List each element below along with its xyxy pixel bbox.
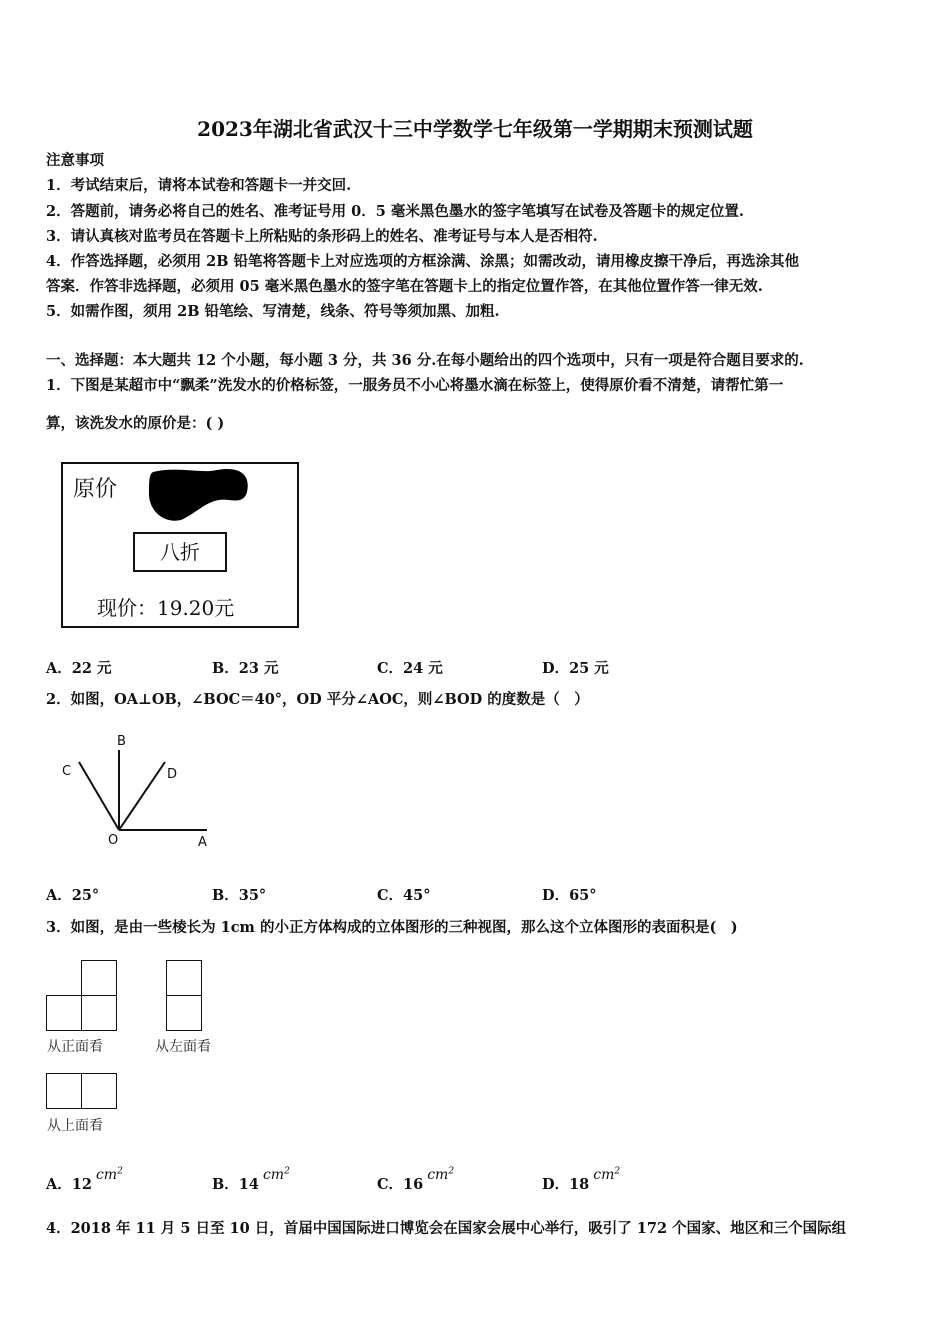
q1-option-c: C．24 元 — [377, 660, 443, 677]
q1-option-b: B．23 元 — [212, 660, 279, 677]
notice-item-3: 3．请认真核对监考员在答题卡上所粘贴的条形码上的姓名、准考证号与本人是否相符. — [46, 228, 598, 245]
q3-option-b: B．$14cm^2$ — [212, 1166, 290, 1193]
q2-option-b: B．35° — [212, 887, 267, 904]
top-view-cell — [46, 1073, 82, 1109]
q2-option-d: D．65° — [542, 887, 597, 904]
q3-option-a: A．$12cm^2$ — [46, 1166, 123, 1193]
label-c: C — [62, 764, 72, 779]
front-view-cell — [81, 995, 117, 1031]
q2-option-c: C．45° — [377, 887, 431, 904]
notice-item-4-cont: 答案．作答非选择题，必须用 05 毫米黑色墨水的签字笔在答题卡上的指定位置作答，在其他位置作答一律无效. — [46, 278, 763, 295]
tag-current-price: 现价：19.20元 — [97, 596, 235, 620]
question-1-line-1: 1．下图是某超市中“飘柔”洗发水的价格标签，一服务员不小心将墨水滴在标签上，使得原价看不清楚，请帮忙第一 — [46, 377, 784, 394]
q2-option-a: A．25° — [46, 887, 100, 904]
question-2: 2．如图，OA⊥OB，∠BOC＝40°，OD 平分∠AOC，则∠BOD 的度数是（ ） — [46, 691, 589, 708]
ink-blot-image — [147, 466, 257, 526]
front-view-cell — [46, 995, 82, 1031]
question-4: 4．2018 年 11 月 5 日至 10 日，首届中国国际进口博览会在国家会展中心举行，吸引了 172 个国家、地区和三个国际组 — [46, 1220, 847, 1237]
page-title: 2023年湖北省武汉十三中学数学七年级第一学期期末预测试题 — [197, 117, 753, 141]
discount-box — [133, 532, 227, 572]
q1-option-d: D．25 元 — [542, 660, 609, 677]
ray-oc — [79, 762, 119, 830]
left-view-cell — [166, 995, 202, 1031]
label-o: O — [108, 833, 119, 848]
price-tag-figure — [61, 462, 299, 628]
notice-item-2: 2．答题前，请务必将自己的姓名、准考证号用 0．5 毫米黑色墨水的签字笔填写在试卷及答题卡的规定位置. — [46, 203, 744, 220]
tag-discount-label: 八折 — [160, 540, 200, 564]
front-view-caption: 从正面看 — [47, 1039, 103, 1055]
label-a: A — [198, 835, 207, 850]
top-view-caption: 从上面看 — [47, 1118, 103, 1134]
q3-option-c: C．$16cm^2$ — [377, 1166, 455, 1193]
question-1-line-2: 算，该洗发水的原价是：( ) — [46, 415, 225, 432]
left-view-caption: 从左面看 — [155, 1039, 211, 1055]
ray-od — [119, 762, 165, 830]
notice-item-1: 1．考试结束后，请将本试卷和答题卡一并交回. — [46, 177, 352, 194]
notice-item-4: 4．作答选择题，必须用 2B 铅笔将答题卡上对应选项的方框涂满、涂黑；如需改动，请用橡皮擦干净后，再选涂其他 — [46, 253, 800, 270]
notice-item-5: 5．如需作图，须用 2B 铅笔绘、写清楚，线条、符号等须加黑、加粗. — [46, 303, 500, 320]
notice-heading: 注意事项 — [46, 152, 104, 169]
q1-option-a: A．22 元 — [46, 660, 112, 677]
tag-original-label: 原价 — [73, 477, 118, 502]
label-d: D — [167, 767, 178, 782]
left-view-cell — [166, 960, 202, 996]
front-view-cell — [81, 960, 117, 996]
label-b: B — [117, 734, 126, 749]
q3-option-d: D．$18cm^2$ — [542, 1166, 621, 1193]
section-heading: 一、选择题：本大题共 12 个小题，每小题 3 分，共 36 分.在每小题给出的四个选项中，只有一项是符合题目要求的. — [46, 352, 804, 369]
question-3: 3．如图，是由一些棱长为 1cm 的小正方体构成的立体图形的三种视图，那么这个立体图形的表面积是( ) — [46, 919, 738, 936]
top-view-cell — [81, 1073, 117, 1109]
